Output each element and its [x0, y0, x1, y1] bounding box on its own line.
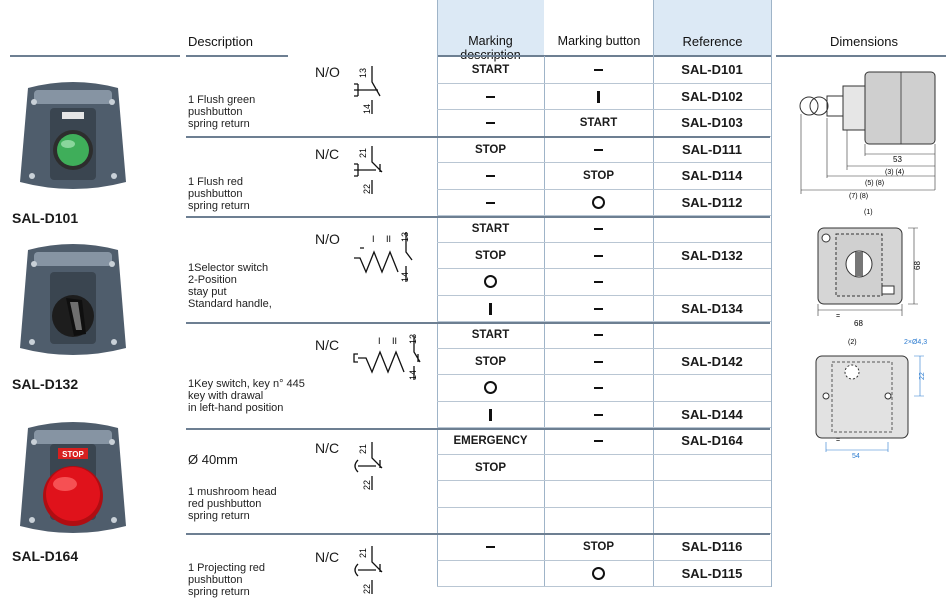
- dimension-label: (7) (8): [849, 193, 869, 200]
- marking-text: START: [471, 222, 510, 235]
- marking-text: STOP: [582, 169, 615, 182]
- product-code: SAL-D164: [12, 548, 79, 564]
- marking-button-cell: [544, 295, 653, 322]
- dash-symbol: [594, 414, 603, 416]
- dash-symbol: [594, 228, 603, 230]
- dash-symbol: [594, 308, 603, 310]
- dash-symbol: [486, 175, 495, 177]
- dimension-label: 68: [913, 261, 922, 270]
- mushroom-contact-symbol: [350, 438, 390, 494]
- reference-cell: [653, 427, 771, 454]
- marking-description-cell: [437, 454, 544, 481]
- marking-button-cell: [544, 374, 653, 401]
- bar-symbol: [489, 409, 492, 421]
- dimension-label: 68: [854, 319, 863, 328]
- reference-code: SAL-D142: [681, 354, 743, 369]
- dash-symbol: [594, 334, 603, 336]
- reference-code: SAL-D164: [681, 433, 743, 448]
- selector-switch-station-image: [10, 236, 136, 366]
- ring-symbol: [592, 567, 605, 580]
- marking-button-cell: [544, 507, 653, 534]
- marking-button-cell: [544, 454, 653, 481]
- marking-description-cell: [437, 109, 544, 136]
- marking-text: START: [471, 63, 510, 76]
- marking-description-cell: [437, 560, 544, 587]
- marking-button-cell: [544, 162, 653, 189]
- position-label: II: [386, 234, 392, 244]
- terminal-number: 14: [408, 369, 418, 380]
- terminal-number: 13: [408, 333, 418, 344]
- reference-cell: [653, 454, 771, 481]
- terminal-number: 13: [358, 67, 368, 78]
- contact-type: N/C: [315, 440, 340, 456]
- marking-button-cell: [544, 533, 653, 560]
- reference-cell: [653, 189, 771, 216]
- reference-code: SAL-D144: [681, 407, 743, 422]
- reference-cell: [653, 136, 771, 163]
- product-code: SAL-D101: [12, 210, 79, 226]
- marking-description-cell: [437, 83, 544, 110]
- dimension-label: (3) (4): [885, 169, 905, 176]
- group-description: 1 Projecting red pushbutton spring return: [188, 562, 266, 598]
- dimension-label: (1): [864, 209, 873, 216]
- marking-text: STOP: [474, 461, 507, 474]
- reference-cell: [653, 507, 771, 534]
- marking-button-cell: [544, 560, 653, 587]
- reference-cell: [653, 162, 771, 189]
- dash-symbol: [486, 96, 495, 98]
- reference-cell: [653, 533, 771, 560]
- marking-button-cell: [544, 189, 653, 216]
- position-label: II: [392, 336, 398, 346]
- reference-code: SAL-D116: [681, 539, 743, 554]
- reference-header: Reference: [682, 34, 743, 49]
- bar-symbol: [489, 303, 492, 315]
- reference-code: SAL-D115: [681, 566, 743, 581]
- marking-button-cell: [544, 480, 653, 507]
- reference-cell: [653, 374, 771, 401]
- marking-description-cell: [437, 162, 544, 189]
- marking-description-cell: [437, 56, 544, 83]
- marking-description-cell: [437, 401, 544, 428]
- no-contact-symbol: [350, 62, 390, 118]
- terminal-number: 14: [362, 103, 372, 114]
- contact-type: N/O: [315, 64, 340, 80]
- group-description: 1 mushroom head red pushbutton spring return: [188, 486, 277, 522]
- mushroom-stop-station-image: [10, 414, 136, 544]
- reference-cell: [653, 83, 771, 110]
- marking-text: STOP: [474, 355, 507, 368]
- dash-symbol: [594, 281, 603, 283]
- bar-symbol: [597, 91, 600, 103]
- dash-symbol: [594, 440, 603, 442]
- side-dimension-drawing: [795, 66, 941, 202]
- reference-code: SAL-D132: [681, 248, 743, 263]
- dimension-label: =: [836, 437, 841, 444]
- dash-symbol: [486, 546, 495, 548]
- reference-cell: [653, 348, 771, 375]
- marking-description-cell: [437, 348, 544, 375]
- contact-type: N/O: [315, 231, 340, 247]
- ring-symbol: [484, 275, 497, 288]
- marking-button-cell: [544, 109, 653, 136]
- selector-contact-symbol: [350, 228, 430, 286]
- group-description: 1 Flush green pushbutton spring return: [188, 94, 256, 130]
- marking-text: EMERGENCY: [453, 434, 528, 447]
- dash-symbol: [594, 361, 603, 363]
- projecting-contact-symbol: [350, 542, 390, 598]
- dash-symbol: [486, 122, 495, 124]
- marking-button-cell: [544, 427, 653, 454]
- terminal-number: 22: [362, 183, 372, 194]
- marking-description-cell: [437, 480, 544, 507]
- marking-description-cell: [437, 136, 544, 163]
- reference-code: SAL-D103: [681, 115, 743, 130]
- terminal-number: 22: [362, 479, 372, 490]
- reference-code: SAL-D114: [681, 168, 743, 183]
- ring-symbol: [484, 381, 497, 394]
- marking-button-cell: [544, 56, 653, 83]
- reference-code: SAL-D102: [681, 89, 743, 104]
- reference-cell: [653, 560, 771, 587]
- marking-description-cell: [437, 215, 544, 242]
- ring-symbol: [592, 196, 605, 209]
- dimensions-header: Dimensions: [830, 34, 898, 49]
- group-separator: [186, 322, 770, 324]
- marking-description-cell: [437, 507, 544, 534]
- marking-button-cell: [544, 136, 653, 163]
- group-separator: [186, 136, 770, 138]
- marking-description-cell: [437, 533, 544, 560]
- reference-code: SAL-D134: [681, 301, 743, 316]
- dimension-label: 22: [919, 372, 926, 380]
- header-rule-left: [10, 55, 180, 57]
- marking-description-cell: [437, 427, 544, 454]
- dimension-label: (5) (8): [865, 180, 885, 187]
- marking-text: STOP: [474, 249, 507, 262]
- dash-symbol: [486, 202, 495, 204]
- marking-text: START: [579, 116, 618, 129]
- reference-code: SAL-D111: [682, 142, 742, 157]
- terminal-number: 21: [358, 547, 368, 558]
- reference-cell: [653, 480, 771, 507]
- reference-cell: [653, 268, 771, 295]
- reference-cell: [653, 295, 771, 322]
- header-rule-dim: [776, 55, 946, 57]
- marking-description-header: Marking: [468, 34, 513, 48]
- reference-cell: [653, 242, 771, 269]
- marking-text: STOP: [582, 540, 615, 553]
- table-vline: [771, 0, 772, 587]
- reference-cell: [653, 56, 771, 83]
- group-separator: [186, 428, 770, 430]
- key-contact-symbol: [350, 332, 434, 382]
- product-code: SAL-D132: [12, 376, 79, 392]
- terminal-number: 21: [358, 443, 368, 454]
- header-rule-desc: [186, 55, 288, 57]
- diameter-label: Ø 40mm: [188, 452, 238, 467]
- contact-type: N/C: [315, 337, 340, 353]
- nc-contact-symbol: [350, 142, 390, 198]
- back-dimension-drawing: [806, 334, 944, 462]
- stop-label: STOP: [62, 450, 84, 459]
- dash-symbol: [594, 255, 603, 257]
- reference-cell: [653, 215, 771, 242]
- contact-type: N/C: [315, 146, 340, 162]
- terminal-number: 21: [358, 147, 368, 158]
- group-separator: [186, 216, 770, 218]
- dimension-label: (2): [848, 339, 857, 346]
- terminal-number: 14: [400, 271, 410, 282]
- marking-button-cell: [544, 242, 653, 269]
- marking-button-cell: [544, 83, 653, 110]
- marking-description-cell: [437, 189, 544, 216]
- terminal-number: 13: [400, 231, 410, 242]
- marking-button-cell: [544, 321, 653, 348]
- group-separator: [186, 533, 770, 535]
- marking-button-cell: [544, 268, 653, 295]
- front-dimension-drawing: [808, 204, 926, 328]
- reference-cell: [653, 321, 771, 348]
- contact-type: N/C: [315, 549, 340, 565]
- position-label: I: [372, 234, 375, 244]
- description-header: Description: [188, 34, 254, 49]
- group-description: 1Selector switch 2-Position stay put Standard handle,: [188, 262, 272, 310]
- dimension-label: 2×Ø4,3: [904, 339, 928, 346]
- position-label: I: [378, 336, 381, 346]
- dash-symbol: [594, 149, 603, 151]
- dash-symbol: [594, 387, 603, 389]
- group-description: 1 Flush red pushbutton spring return: [188, 176, 250, 212]
- marking-button-cell: [544, 401, 653, 428]
- marking-button-cell: [544, 215, 653, 242]
- reference-cell: [653, 109, 771, 136]
- marking-description-cell: [437, 295, 544, 322]
- marking-description-cell: [437, 374, 544, 401]
- marking-text: START: [471, 328, 510, 341]
- dimension-label: =: [836, 313, 841, 320]
- marking-button-header: Marking button: [557, 34, 641, 48]
- reference-code: SAL-D112: [681, 195, 743, 210]
- group-description: 1Key switch, key n° 445 key with drawal in left-hand position: [188, 378, 305, 414]
- marking-description-cell: [437, 321, 544, 348]
- marking-description-cell: [437, 268, 544, 295]
- dimension-label: 54: [852, 453, 860, 460]
- green-pushbutton-station-image: [10, 74, 136, 200]
- dimension-label: 53: [893, 155, 902, 164]
- reference-code: SAL-D101: [681, 62, 743, 77]
- terminal-number: 22: [362, 583, 372, 594]
- marking-text: STOP: [474, 143, 507, 156]
- marking-description-cell: [437, 242, 544, 269]
- reference-cell: [653, 401, 771, 428]
- marking-button-cell: [544, 348, 653, 375]
- dash-symbol: [594, 69, 603, 71]
